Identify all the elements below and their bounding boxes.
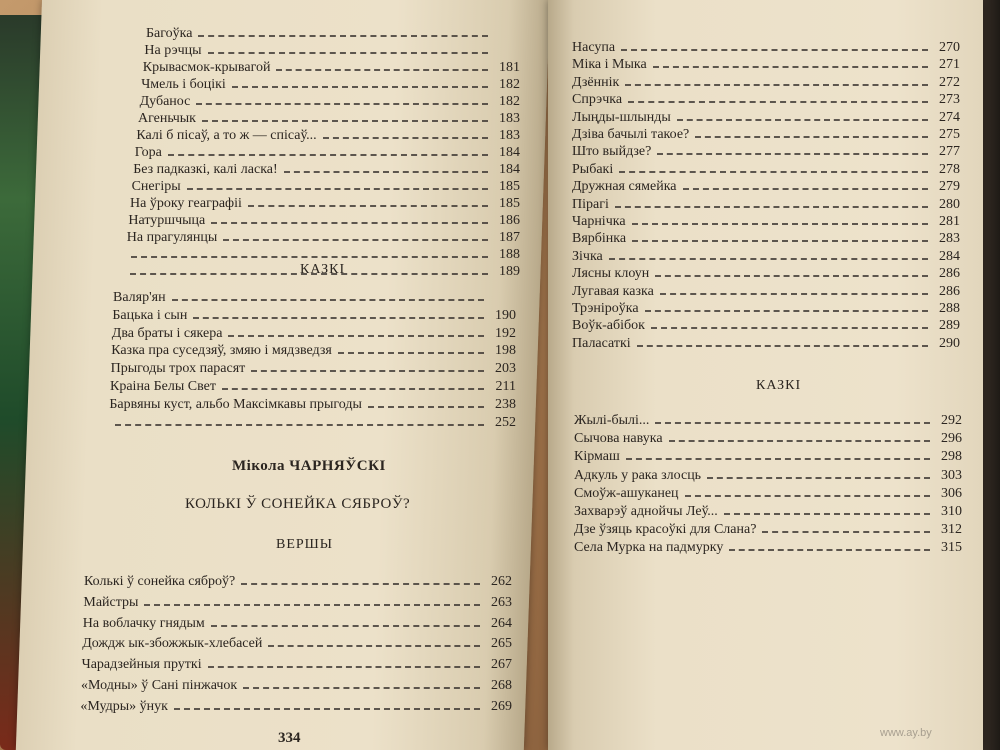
toc-entry-page: 303 <box>941 467 962 483</box>
toc-entry-title: Лыңды-шлынды <box>572 109 671 125</box>
toc-entry-leader <box>660 293 928 295</box>
toc-entry-title: Чарадзейныя пруткі <box>81 657 202 673</box>
toc-entry-title: Багоўка <box>146 26 193 41</box>
toc-entry <box>574 502 962 520</box>
toc-entry-page: 265 <box>490 636 512 652</box>
right-section-kazki: КАЗКІ <box>756 378 802 393</box>
toc-entry-page: 283 <box>939 231 960 247</box>
toc-entry-page: 188 <box>498 247 520 262</box>
toc-entry-leader <box>695 136 928 138</box>
toc-entry-leader <box>653 66 928 68</box>
toc-entry <box>83 593 512 611</box>
toc-entry-leader <box>621 49 928 51</box>
toc-entry-leader <box>228 335 484 337</box>
toc-entry-title: Натуршчыца <box>128 213 206 228</box>
toc-entry <box>572 247 960 265</box>
toc-entry-page: 279 <box>939 179 960 195</box>
toc-entry-page: 286 <box>939 266 960 282</box>
toc-entry-leader <box>248 205 488 207</box>
toc-entry <box>111 359 516 377</box>
toc-entry-title: Майстры <box>83 594 139 610</box>
toc-entry-page: 270 <box>939 40 960 55</box>
toc-entry-title: Спрэчка <box>572 92 623 108</box>
toc-entry-leader <box>284 171 488 173</box>
toc-entry-leader <box>208 666 480 668</box>
toc-entry-title: Без падказкі, калі ласка! <box>133 162 278 177</box>
toc-entry-leader <box>724 513 930 515</box>
toc-entry-page: 310 <box>941 504 962 519</box>
toc-entry <box>572 160 960 178</box>
toc-entry-leader <box>172 299 484 301</box>
toc-entry <box>136 126 520 144</box>
toc-entry-title: Дружная сямейка <box>572 179 677 195</box>
toc-entry-page: 290 <box>939 335 960 351</box>
toc-entry <box>109 395 516 413</box>
toc-entry <box>135 143 520 161</box>
toc-entry-title: Што выйдзе? <box>572 144 652 160</box>
toc-entry-title: Дождж ык-збожжык-хлебасей <box>82 636 263 652</box>
toc-entry <box>112 306 516 324</box>
toc-entry-leader <box>683 188 928 190</box>
toc-entry-leader <box>276 69 488 71</box>
toc-entry-title: На воблачку гнядым <box>82 615 205 631</box>
toc-entry-leader <box>243 687 480 689</box>
toc-entry-leader <box>669 440 930 442</box>
toc-entry-page: 312 <box>941 522 962 538</box>
toc-entry-page: 252 <box>494 414 516 430</box>
toc-entry-title: Дубанос <box>139 94 191 109</box>
toc-entry-title: Воўк-абібок <box>572 318 645 334</box>
book-title: КОЛЬКІ Ў СОНЕЙКА СЯБРОЎ? <box>185 496 411 512</box>
toc-entry-title: Дзённік <box>572 74 620 90</box>
toc-entry-title: Зічка <box>572 248 603 264</box>
toc-entry-title: «Мудры» ўнук <box>80 698 168 714</box>
toc-entry-leader <box>174 708 480 710</box>
toc-entry <box>130 194 520 212</box>
toc-entry-leader <box>632 240 928 242</box>
toc-entry-leader <box>729 549 930 551</box>
toc-entry <box>144 41 520 59</box>
toc-entry-title: Міка і Мыка <box>572 57 647 73</box>
toc-entry-page: 189 <box>498 264 520 279</box>
toc-entry-title: Паласаткі <box>572 335 631 351</box>
toc-entry-title: «Модны» ў Сані пінжачок <box>81 678 238 693</box>
toc-entry-leader <box>625 84 928 86</box>
toc-entry <box>110 377 516 395</box>
toc-entry-page: 306 <box>941 485 962 501</box>
toc-entry <box>572 125 960 143</box>
toc-entry-leader <box>211 222 488 224</box>
toc-entry-page: 186 <box>498 213 520 228</box>
toc-entry-page: 203 <box>494 361 516 377</box>
toc-entry-title: Чмель і боцікі <box>141 77 226 92</box>
book-right-edge <box>980 0 1000 750</box>
toc-entry-leader <box>677 119 928 121</box>
toc-entry-leader <box>144 604 480 606</box>
toc-entry-title: Рыбакі <box>572 161 614 177</box>
toc-entry-page: 262 <box>491 574 512 589</box>
toc-entry-page: 269 <box>490 698 512 714</box>
toc-entry <box>113 288 516 306</box>
toc-entry-title: Гора <box>134 145 162 160</box>
toc-entry-title: Валяр'ян <box>113 290 166 305</box>
toc-entry-leader <box>707 477 930 479</box>
toc-entry-leader <box>637 345 928 347</box>
toc-entry-leader <box>208 52 488 54</box>
toc-entry-page: 292 <box>941 413 962 428</box>
toc-entry <box>146 24 520 42</box>
toc-entry-page: 272 <box>939 74 960 90</box>
toc-entry-page: 275 <box>939 127 960 142</box>
toc-entry-page: 315 <box>941 540 962 556</box>
toc-entry <box>128 211 520 229</box>
toc-entry-title: Краіна Белы Свет <box>110 379 216 394</box>
toc-entry-title: Калі б пісаў, а то ж — спісаў... <box>136 128 317 143</box>
toc-entry <box>572 212 960 230</box>
toc-entry-page: 271 <box>939 57 960 73</box>
toc-entry <box>572 73 960 91</box>
toc-entry <box>133 160 520 178</box>
toc-entry <box>111 341 516 359</box>
toc-entry-title: На рэчцы <box>144 43 202 58</box>
toc-entry-page: 192 <box>494 325 516 341</box>
toc-entry-page: 289 <box>939 318 960 334</box>
toc-entry-title: Вярбінка <box>572 231 627 247</box>
toc-entry <box>82 655 512 673</box>
toc-entry-title: На прагулянцы <box>126 230 218 245</box>
toc-entry-title: Жылі-былі... <box>574 413 650 428</box>
toc-entry <box>574 466 962 484</box>
toc-entry-leader <box>222 388 484 390</box>
toc-entry-page: 267 <box>490 657 512 673</box>
left-section-kazki: КАЗКІ <box>300 262 346 277</box>
toc-entry-leader <box>685 495 930 497</box>
toc-entry-page: 273 <box>939 92 960 108</box>
toc-entry-title: Чарнічка <box>572 214 626 229</box>
toc-entry-leader <box>655 275 928 277</box>
toc-entry-page: 278 <box>939 161 960 177</box>
toc-entry-page: 211 <box>495 379 516 394</box>
toc-entry-leader <box>655 422 930 424</box>
watermark: www.ay.by <box>880 727 932 739</box>
author-name: Мікола ЧАРНЯЎСКІ <box>232 458 386 474</box>
toc-entry-title: Агеньчык <box>138 111 196 126</box>
toc-entry-page: 184 <box>498 162 520 177</box>
toc-entry <box>572 55 960 73</box>
toc-entry <box>572 142 960 160</box>
toc-entry-leader <box>615 206 928 208</box>
toc-entry-title: Сычова навука <box>574 431 663 447</box>
toc-entry-page: 284 <box>939 248 960 264</box>
toc-entry-title: Прыгоды трох парасят <box>110 361 246 377</box>
toc-entry <box>572 334 960 352</box>
toc-entry-page: 182 <box>498 77 520 92</box>
toc-entry-page: 187 <box>498 230 520 245</box>
toc-entry-page: 182 <box>498 94 520 109</box>
toc-entry <box>80 697 512 715</box>
toc-entry <box>572 108 960 126</box>
toc-entry-title: Колькі ў сонейка сяброў? <box>84 574 236 589</box>
toc-entry-leader <box>193 317 484 319</box>
toc-entry-page: 280 <box>939 196 960 212</box>
toc-entry <box>132 177 520 195</box>
toc-entry <box>572 229 960 247</box>
toc-entry-title: Насупа <box>572 40 616 55</box>
toc-entry-leader <box>198 35 488 37</box>
toc-entry-leader <box>131 256 488 258</box>
toc-entry-title: На ўроку геаграфіі <box>130 196 242 211</box>
toc-entry <box>141 75 520 93</box>
toc-entry <box>140 92 520 110</box>
toc-entry-page: 286 <box>939 283 960 299</box>
toc-entry <box>109 413 516 431</box>
toc-entry <box>125 245 520 263</box>
toc-entry-leader <box>241 583 480 585</box>
toc-entry <box>143 58 520 76</box>
toc-entry-page: 181 <box>498 60 520 75</box>
toc-entry <box>574 429 962 447</box>
toc-entry <box>574 484 962 502</box>
toc-entry-page: 264 <box>490 615 512 631</box>
toc-entry-page: 298 <box>941 449 962 465</box>
toc-entry <box>572 264 960 282</box>
toc-entry-page: 274 <box>939 109 960 125</box>
toc-entry-title: Пірагі <box>572 196 609 212</box>
page-number: 334 <box>278 730 301 746</box>
toc-entry-title: Лугавая казка <box>572 283 654 299</box>
toc-entry <box>572 90 960 108</box>
toc-entry-title: Снегіры <box>131 179 181 194</box>
toc-entry-page: 288 <box>939 301 960 316</box>
toc-entry <box>127 228 520 246</box>
toc-entry-page: 183 <box>498 128 520 143</box>
toc-entry <box>82 634 512 652</box>
toc-entry <box>574 411 962 429</box>
toc-entry-leader <box>368 406 484 408</box>
toc-entry-title: Барвяны куст, альбо Максімкавы прыгоды <box>109 396 362 412</box>
toc-entry-title: Адкуль у рака злосць <box>574 467 702 483</box>
toc-entry-page: 185 <box>498 179 520 194</box>
toc-entry-page: 296 <box>941 431 962 447</box>
toc-entry-leader <box>628 101 928 103</box>
toc-entry-page: 238 <box>494 396 516 412</box>
toc-entry <box>572 177 960 195</box>
toc-entry <box>572 316 960 334</box>
toc-entry-leader <box>619 171 928 173</box>
toc-entry-title: Села Мурка на падмурку <box>574 540 724 556</box>
toc-entry-leader <box>762 531 930 533</box>
left-section-vershy: ВЕРШЫ <box>276 537 334 552</box>
toc-entry-title: Захварэў аднойчы Леў... <box>574 504 718 519</box>
toc-entry-leader <box>187 188 488 190</box>
toc-entry-leader <box>626 458 930 460</box>
toc-entry-leader <box>115 424 484 426</box>
toc-entry-leader <box>323 137 488 139</box>
toc-entry-title: Смоўж-ашуканец <box>574 485 679 501</box>
toc-entry-leader <box>211 625 480 627</box>
toc-entry-title: Кірмаш <box>574 449 620 465</box>
toc-entry-title: Дзіва бачылі такое? <box>572 127 690 142</box>
toc-entry-leader <box>632 223 928 225</box>
toc-entry-page: 185 <box>499 196 520 211</box>
toc-entry-page: 184 <box>498 145 520 160</box>
toc-entry-leader <box>232 86 488 88</box>
toc-entry-leader <box>268 645 480 647</box>
toc-entry <box>574 447 962 465</box>
toc-entry-leader <box>338 352 484 354</box>
toc-entry <box>574 520 962 538</box>
toc-entry <box>84 572 512 590</box>
toc-entry-title: Лясны клоун <box>572 266 650 282</box>
toc-entry-title: Дзе ўзяць красоўкі для Слана? <box>574 522 757 538</box>
toc-entry-title: Два браты і сякера <box>111 325 223 341</box>
toc-entry-leader <box>645 310 928 312</box>
toc-entry <box>138 109 520 127</box>
toc-entry <box>572 299 960 317</box>
toc-entry-title: Казка пра суседзяў, змяю і мядзведзя <box>111 343 332 359</box>
toc-entry-leader <box>168 154 488 156</box>
toc-entry <box>572 282 960 300</box>
toc-entry-leader <box>609 258 928 260</box>
toc-entry-leader <box>202 120 488 122</box>
toc-entry <box>574 538 962 556</box>
toc-entry-leader <box>223 239 488 241</box>
toc-entry <box>83 614 512 632</box>
toc-entry-leader <box>657 153 928 155</box>
toc-entry-title: Бацька і сын <box>112 307 188 323</box>
toc-entry <box>572 195 960 213</box>
toc-entry-title: Крывасмок-крывагой <box>142 60 271 75</box>
toc-entry-page: 281 <box>939 214 960 229</box>
toc-entry-leader <box>651 327 928 329</box>
toc-entry-page: 198 <box>494 343 516 359</box>
toc-entry-leader <box>196 103 488 105</box>
toc-entry-title: Трэніроўка <box>572 301 639 316</box>
toc-entry-page: 190 <box>494 307 516 323</box>
toc-entry-page: 183 <box>499 111 520 126</box>
toc-entry-page: 268 <box>491 678 512 693</box>
toc-entry-page: 263 <box>490 594 512 610</box>
toc-entry-leader <box>251 370 484 372</box>
toc-entry <box>81 676 512 694</box>
toc-entry <box>572 38 960 56</box>
toc-entry-page: 277 <box>939 144 960 160</box>
toc-entry <box>112 324 516 342</box>
